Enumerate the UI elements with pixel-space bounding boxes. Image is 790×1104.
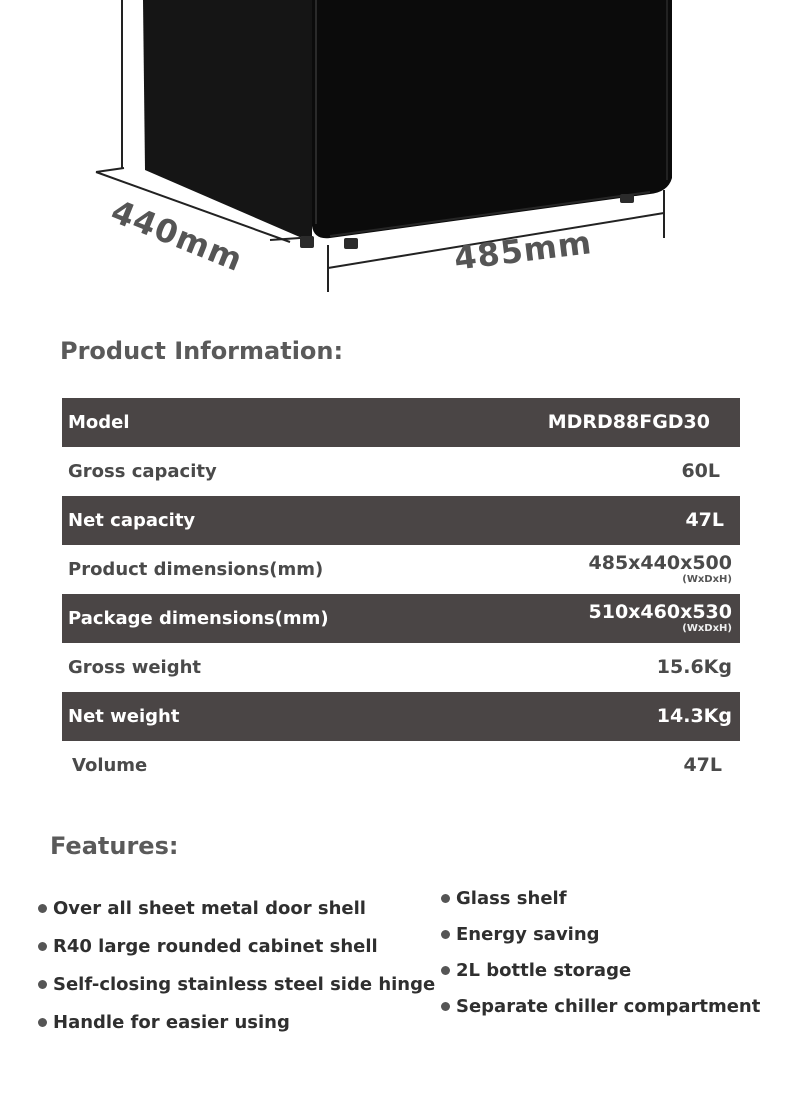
feature-item (441, 886, 760, 910)
spec-row-volume (62, 741, 740, 790)
feature-text: Glass shelf (456, 887, 567, 909)
spec-label: Gross capacity (68, 461, 217, 482)
feature-item (441, 922, 760, 946)
spec-label: Net capacity (68, 510, 196, 531)
spec-row-gross-capacity (62, 447, 740, 496)
spec-row-product-dimensions (62, 545, 740, 594)
spec-label: Net weight (68, 706, 180, 727)
feature-text: Self-closing stainless steel side hinge (53, 973, 436, 995)
bullet-icon (38, 1018, 47, 1027)
spec-table (62, 398, 740, 790)
bullet-icon (38, 904, 47, 913)
spec-value: 47L (685, 509, 724, 531)
feature-text: Separate chiller compartment (456, 995, 761, 1017)
spec-label: Volume (72, 755, 148, 776)
fridge-drawing (0, 0, 790, 310)
spec-row-net-weight (62, 692, 740, 741)
feature-item (38, 934, 435, 958)
product-info-heading: Product Information: (60, 337, 344, 365)
feature-text: Handle for easier using (53, 1011, 290, 1033)
product-image (0, 0, 790, 310)
bullet-icon (38, 942, 47, 951)
feature-text: R40 large rounded cabinet shell (53, 935, 378, 957)
spec-row-package-dimensions (62, 594, 740, 643)
feature-item (38, 896, 435, 920)
spec-label: Package dimensions(mm) (68, 608, 329, 629)
spec-label: Product dimensions(mm) (68, 559, 324, 580)
spec-value: MDRD88FGD30 (547, 411, 710, 433)
depth-dimension-label: 440mm (105, 192, 249, 280)
features-list-right (441, 886, 760, 1030)
spec-value: 485x440x500 (588, 552, 732, 574)
feature-text: 2L bottle storage (456, 959, 632, 981)
spec-label: Gross weight (68, 657, 202, 678)
feature-text: Energy saving (456, 923, 600, 945)
bullet-icon (38, 980, 47, 989)
spec-value: 15.6Kg (656, 656, 732, 678)
feature-item (38, 972, 435, 996)
feature-item (38, 1010, 435, 1034)
spec-note: (WxDxH) (682, 623, 732, 634)
width-dimension-label: 485mm (452, 223, 595, 278)
spec-label: Model (68, 412, 130, 433)
feature-text: Over all sheet metal door shell (53, 897, 366, 919)
spec-value: 47L (683, 754, 722, 776)
spec-row-model (62, 398, 740, 447)
spec-value: 510x460x530 (588, 601, 732, 623)
spec-row-gross-weight (62, 643, 740, 692)
spec-row-net-capacity (62, 496, 740, 545)
feature-item (441, 958, 760, 982)
spec-value: 60L (681, 460, 720, 482)
bullet-icon (441, 1002, 450, 1011)
spec-note: (WxDxH) (682, 574, 732, 585)
bullet-icon (441, 930, 450, 939)
features-list-left (38, 896, 435, 1048)
features-heading: Features: (50, 832, 179, 860)
bullet-icon (441, 966, 450, 975)
spec-value: 14.3Kg (656, 705, 732, 727)
feature-item (441, 994, 760, 1018)
bullet-icon (441, 894, 450, 903)
